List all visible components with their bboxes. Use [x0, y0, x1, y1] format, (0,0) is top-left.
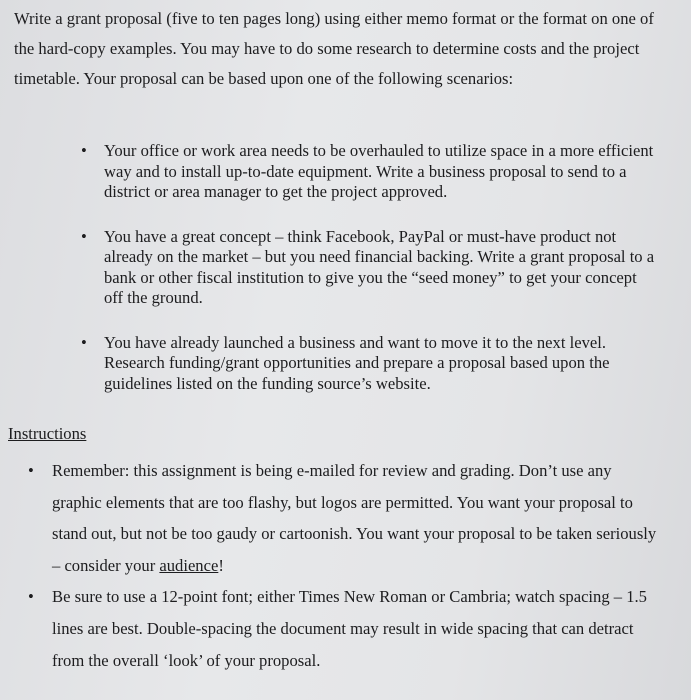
instructions-list [28, 455, 658, 676]
bullet-icon: • [81, 226, 87, 246]
bullet-icon: • [28, 587, 34, 607]
instruction-item-email-review [28, 455, 658, 581]
instructions-heading: Instructions [8, 424, 87, 443]
scenario-list [78, 141, 658, 394]
scenario-text: Your office or work area needs to be overhauled to utilize space in a more efficient way and to install up-to-date equipment. Write a business proposal to send to a district or area manager to get the project approved. [104, 141, 654, 201]
scenario-item-office-overhaul [78, 141, 658, 203]
scenario-text: You have a great concept – think Facebook, PayPal or must-have product not already on the market – but you need financial backing. Write a grant proposal to a bank or other fiscal institution to give you the “seed money” to get your concept off the ground. [104, 226, 655, 307]
bullet-icon: • [81, 141, 87, 160]
instruction-text-after: ! [218, 555, 224, 575]
instruction-text-before: Remember: this assignment is being e-mailed for review and grading. Don’t use any graphic elements that are too flashy, but logos are permitted. You want your proposal to stand out, but not be too gaudy or cartoonish. You want your proposal to be taken seriously – consider your [52, 461, 657, 575]
scenario-item-next-level [78, 333, 658, 395]
bullet-icon: • [81, 332, 87, 352]
instruction-item-font-spacing [28, 581, 658, 676]
scenario-text: You have already launched a business and want to move it to the next level. Research funding/grant opportunities and prepare a proposal based upon the guidelines listed on the funding source’s website. [104, 332, 610, 393]
instruction-text: Be sure to use a 12-point font; either Times New Roman or Cambria; watch spacing – 1.5 lines are best. Double-spacing the document may result in wide spacing that can detract from the overall ‘look’ of your proposal. [52, 587, 647, 670]
intro-paragraph: Write a grant proposal (five to ten pages long) using either memo format or the format on one of the hard-copy examples. You may have to do some research to determine costs and the project timetable. Your proposal can be based upon one of the following scenarios: [14, 9, 654, 88]
instruction-text [52, 461, 656, 575]
scenario-item-great-concept [78, 227, 658, 309]
bullet-icon: • [28, 461, 34, 480]
audience-emphasis: audience [159, 555, 219, 575]
